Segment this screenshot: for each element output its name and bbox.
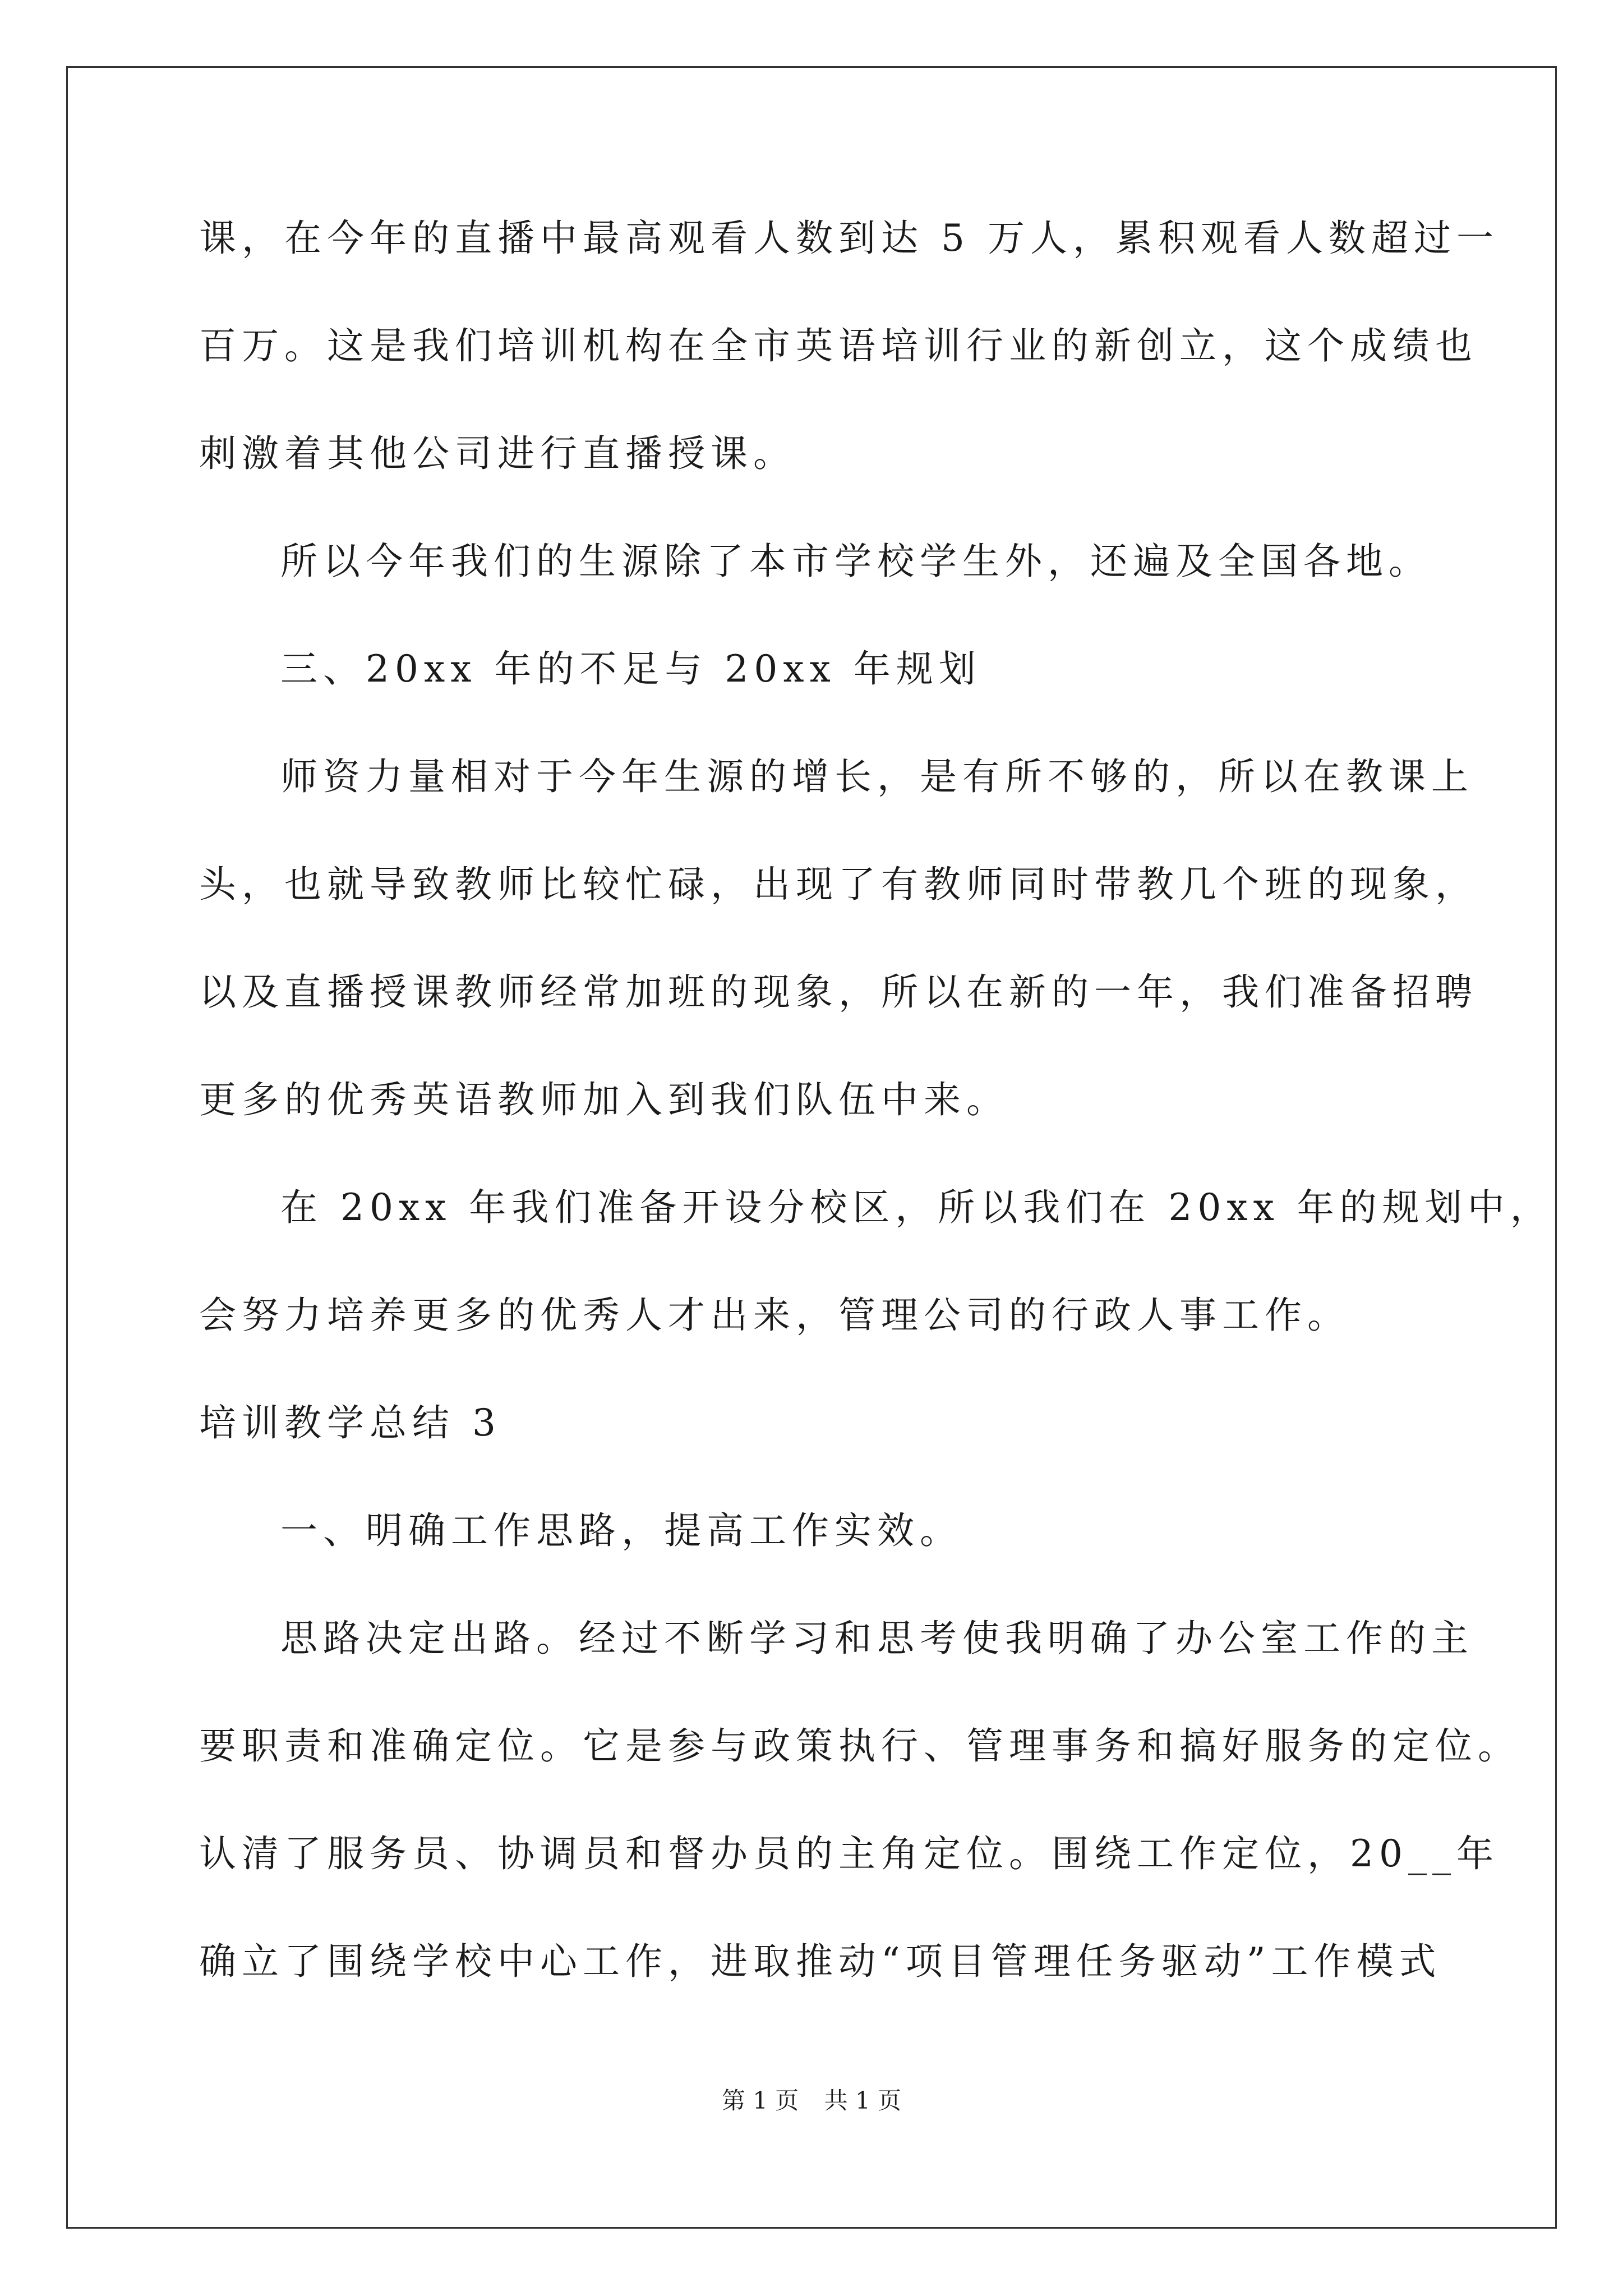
page-footer	[0, 2084, 1623, 2118]
text-line: 以及直播授课教师经常加班的现象，所以在新的一年，我们准备招聘	[199, 970, 1478, 1014]
page-border	[66, 66, 1557, 2229]
paragraph-start: 在 20xx 年我们准备开设分校区，所以我们在 20xx 年的规划中，	[280, 1186, 1553, 1229]
text-line: 刺激着其他公司进行直播授课。	[199, 432, 796, 475]
document-subtitle: 培训教学总结 3	[199, 1401, 501, 1444]
text-line: 课，在今年的直播中最高观看人数到达 5 万人，累积观看人数超过一	[199, 217, 1499, 260]
text-line: 会努力培养更多的优秀人才出来，管理公司的行政人事工作。	[199, 1294, 1350, 1337]
section-heading: 一、明确工作思路，提高工作实效。	[280, 1509, 962, 1552]
section-heading: 三、20xx 年的不足与 20xx 年规划	[280, 647, 981, 691]
text-line: 确立了围绕学校中心工作，进取推动“项目管理任务驱动”工作模式	[199, 1940, 1442, 1983]
page-number: 第 1 页	[721, 2087, 799, 2114]
text-line: 头，也就导致教师比较忙碌，出现了有教师同时带教几个班的现象，	[199, 863, 1478, 906]
text-line: 更多的优秀英语教师加入到我们队伍中来。	[199, 1078, 1009, 1121]
paragraph-start: 思路决定出路。经过不断学习和思考使我明确了办公室工作的主	[280, 1617, 1474, 1660]
text-line: 要职责和准确定位。它是参与政策执行、管理事务和搞好服务的定位。	[199, 1724, 1520, 1768]
page-total: 共 1 页	[824, 2087, 902, 2114]
paragraph-start: 师资力量相对于今年生源的增长，是有所不够的，所以在教课上	[280, 755, 1474, 798]
text-line: 认清了服务员、协调员和督办员的主角定位。围绕工作定位，20__年	[199, 1832, 1499, 1875]
text-line: 百万。这是我们培训机构在全市英语培训行业的新创立，这个成绩也	[199, 324, 1478, 367]
paragraph-start: 所以今年我们的生源除了本市学校学生外，还遍及全国各地。	[280, 540, 1431, 583]
